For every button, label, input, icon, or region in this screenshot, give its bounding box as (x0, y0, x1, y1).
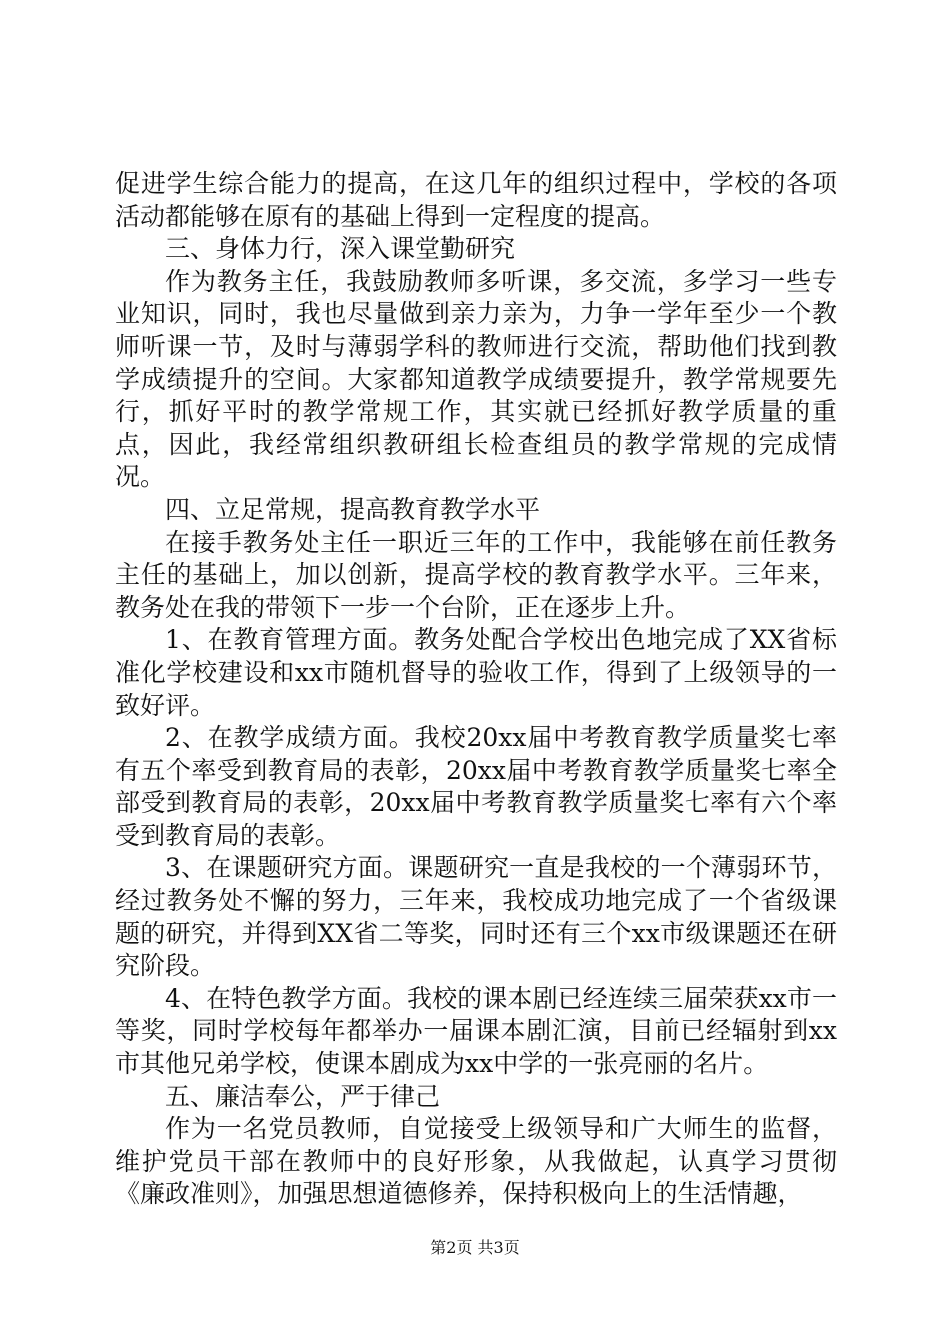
section-heading-4: 四、立足常规，提高教育教学水平 (165, 494, 541, 524)
paragraph: 作为一名党员教师，自觉接受上级领导和广大师生的监督，维护党员干部在教师中的良好形象，从我做起，认真学习贯彻《廉政准则》，加强思想道德修养，保持积极向上的生活情趣， (115, 1114, 837, 1209)
section-heading-5: 五、廉洁奉公，严于律己 (165, 1081, 441, 1111)
list-item-1: 1、在教育管理方面。教务处配合学校出色地完成了XX省标准化学校建设和xx市随机督导的验收工作，得到了上级领导的一致好评。 (115, 625, 837, 720)
section-heading-3: 三、身体力行，深入课堂勤研究 (165, 234, 516, 264)
list-item-3: 3、在课题研究方面。课题研究一直是我校的一个薄弱环节，经过教务处不懈的努力，三年来，我校成功地完成了一个省级课题的研究，并得到XX省二等奖，同时还有三个xx市级课题还在研究阶段。 (115, 853, 837, 981)
list-item-2: 2、在教学成绩方面。我校20xx届中考教育教学质量奖七率有五个率受到教育局的表彰，20xx届中考教育教学质量奖七率全部受到教育局的表彰，20xx届中考教育教学质量奖七率有六个率受到教育局的表彰。 (115, 723, 837, 850)
paragraph: 作为教务主任，我鼓励教师多听课，多交流，多学习一些专业知识，同时，我也尽量做到亲力亲为，力争一学年至少一个教师听课一节，及时与薄弱学科的教师进行交流，帮助他们找到教学成绩提升的空间。大家都知道教学成绩要提升，教学常规要先行，抓好平时的教学常规工作，其实就已经抓好教学质量的重点，因此，我经常组织教研组长检查组员的教学常规的完成情况。 (115, 266, 837, 492)
paragraph: 在接手教务处主任一职近三年的工作中，我能够在前任教务主任的基础上，加以创新，提高学校的教育教学水平。三年来，教务处在我的带领下一步一个台阶，正在逐步上升。 (115, 527, 837, 622)
page-footer (0, 1235, 950, 1258)
list-item-4: 4、在特色教学方面。我校的课本剧已经连续三届荣获xx市一等奖，同时学校每年都举办一届课本剧汇演，目前已经辐射到xx市其他兄弟学校，使课本剧成为xx中学的一张亮丽的名片。 (115, 983, 837, 1079)
document-body (115, 168, 837, 1211)
page-number: 第2页 共3页 (430, 1238, 520, 1257)
paragraph-continuation: 促进学生综合能力的提高，在这几年的组织过程中，学校的各项活动都能够在原有的基础上得到一定程度的提高。 (115, 169, 837, 231)
